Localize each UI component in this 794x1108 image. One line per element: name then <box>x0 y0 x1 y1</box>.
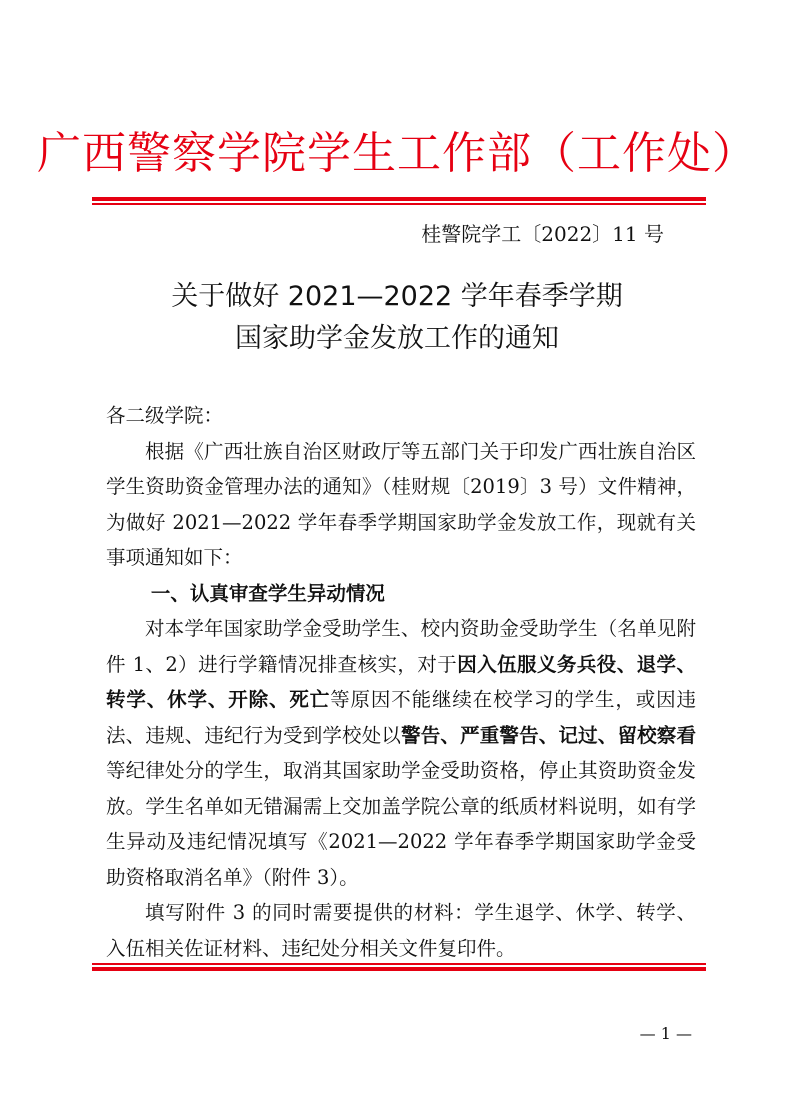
p1-text-c: 等原因不能继续在校学习的学生，或因违法、违规、违纪行为受到学校处以 <box>106 688 696 747</box>
salutation: 各二级学院： <box>106 404 224 427</box>
section1-heading: 一、认真审查学生异动情况 <box>150 581 385 605</box>
page-number: — 1 — <box>639 1024 692 1043</box>
intro-paragraph: 根据《广西壮族自治区财政厅等五部门关于印发广西壮族自治区学生资助资金管理办法的通知》（桂财规〔2019〕3 号）文件精神，为做好 2021—2022 学年春季学期国家助学金发放工作，现就有关事项通知如下： <box>106 439 696 569</box>
doc-number: 桂警院学工〔2022〕11 号 <box>421 222 664 246</box>
p1-bold-reasons: 因入伍服义务兵役、退学、转学、休学、开除、死亡 <box>106 652 696 711</box>
header-rule-thick <box>92 197 706 201</box>
doc-title-line1: 关于做好 2021—2022 学年春季学期 <box>171 281 623 312</box>
document-body <box>106 398 696 966</box>
header-rule-thin <box>92 203 706 205</box>
section1-materials-paragraph: 填写附件 3 的同时需要提供的材料：学生退学、休学、转学、入伍相关佐证材料、违纪处分相关文件复印件。 <box>106 901 696 960</box>
footer-rule-thin <box>92 963 706 965</box>
section1-paragraph <box>106 611 696 895</box>
p1-text-e: 等纪律处分的学生，取消其国家助学金受助资格，停止其资助资金发放。学生名单如无错漏需上交加盖学院公章的纸质材料说明，如有学生异动及违纪情况填写《2021—2022 学年春季学期国家助学金受助资格取消名单》（附件 3）。 <box>106 759 696 889</box>
org-title: 广西警察学院学生工作部（工作处） <box>37 128 757 179</box>
doc-title-line2: 国家助学金发放工作的通知 <box>235 323 559 354</box>
p1-bold-penalties: 警告、严重警告、记过、留校察看 <box>401 723 696 747</box>
p1-text-a: 对本学年国家助学金受助学生、校内资助金受助学生（名单见附件 1、2）进行学籍情况排查核实，对于 <box>106 617 696 676</box>
footer-rule-thick <box>92 967 706 971</box>
